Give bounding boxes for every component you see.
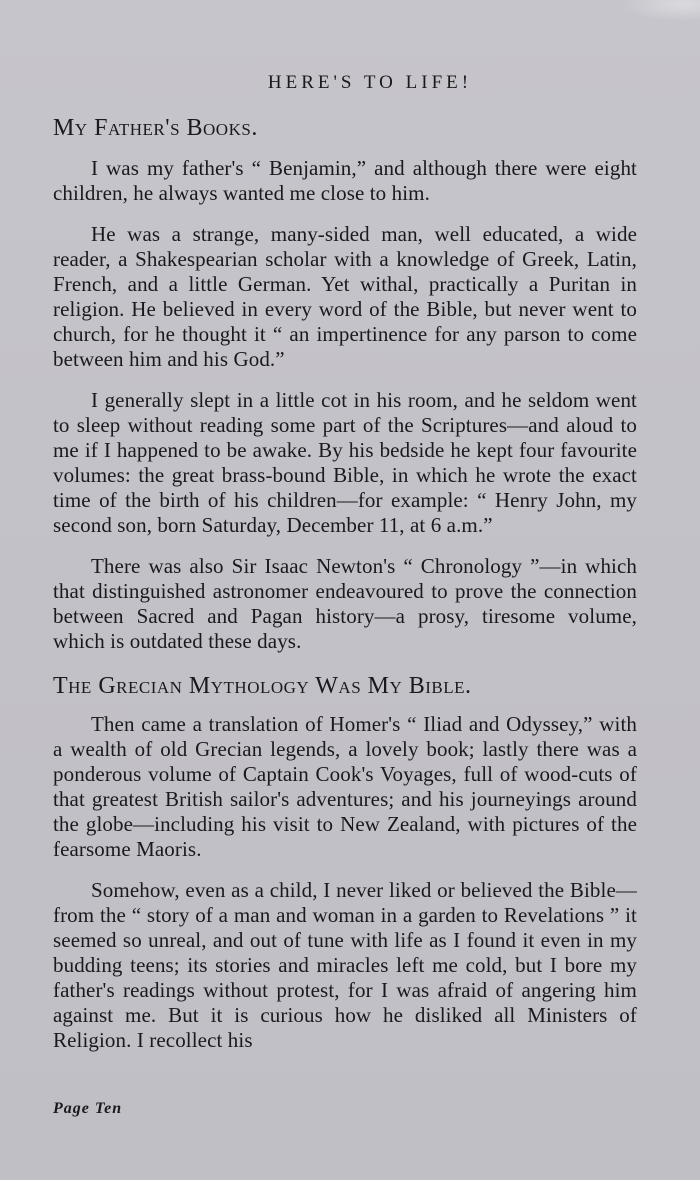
paragraph: I generally slept in a little cot in his room, and he seldom went to sleep without reading some part of the Scriptures—and aloud to me if I happened to be awake. By his bedside he kept four favourite volumes: the great brass-bound Bible, in which he wrote the exact time of the birth of his children—for example: “ Henry John, my second son, born Saturday, December 11, at 6 a.m.” xyxy=(53,388,637,537)
page-number: Page Ten xyxy=(53,1100,123,1117)
section-heading-fathers-books: My Father's Books. xyxy=(53,115,258,141)
page-corner-smudge xyxy=(620,0,700,22)
paragraph: There was also Sir Isaac Newton's “ Chronology ”—in which that distinguished astronomer endeavoured to prove the connection between Sacred and Pagan history—a prosy, tiresome volume, which is outdated these days. xyxy=(53,554,637,653)
paragraph: Somehow, even as a child, I never liked or believed the Bible—from the “ story of a man and woman in a garden to Revelations ” it seemed so unreal, and out of tune with life as I found it even in my budding teens; its stories and miracles left me cold, but I bore my father's readings without protest, for I was afraid of angering him against me. But it is curious how he disliked all Ministers of Religion. I recollect his xyxy=(53,878,637,1052)
paragraph: He was a strange, many-sided man, well educated, a wide reader, a Shakespearian scholar with a knowledge of Greek, Latin, French, and a little German. Yet withal, practically a Puritan in religion. He believed in every word of the Bible, but never went to church, for he thought it “ an impertinence for any parson to come between him and his God.” xyxy=(53,222,637,371)
running-head: HERE'S TO LIFE! xyxy=(267,72,473,93)
paragraph: Then came a translation of Homer's “ Iliad and Odyssey,” with a wealth of old Grecian legends, a lovely book; lastly there was a ponderous volume of Captain Cook's Voyages, full of wood-cuts of that greatest British sailor's adventures; and his journeyings around the globe—including his visit to New Zealand, with pictures of the fearsome Maoris. xyxy=(53,712,637,861)
page-body xyxy=(53,112,637,1053)
section-heading-grecian-mythology: The Grecian Mythology Was My Bible. xyxy=(53,673,472,699)
paragraph: I was my father's “ Benjamin,” and although there were eight children, he always wanted me close to him. xyxy=(53,156,637,205)
